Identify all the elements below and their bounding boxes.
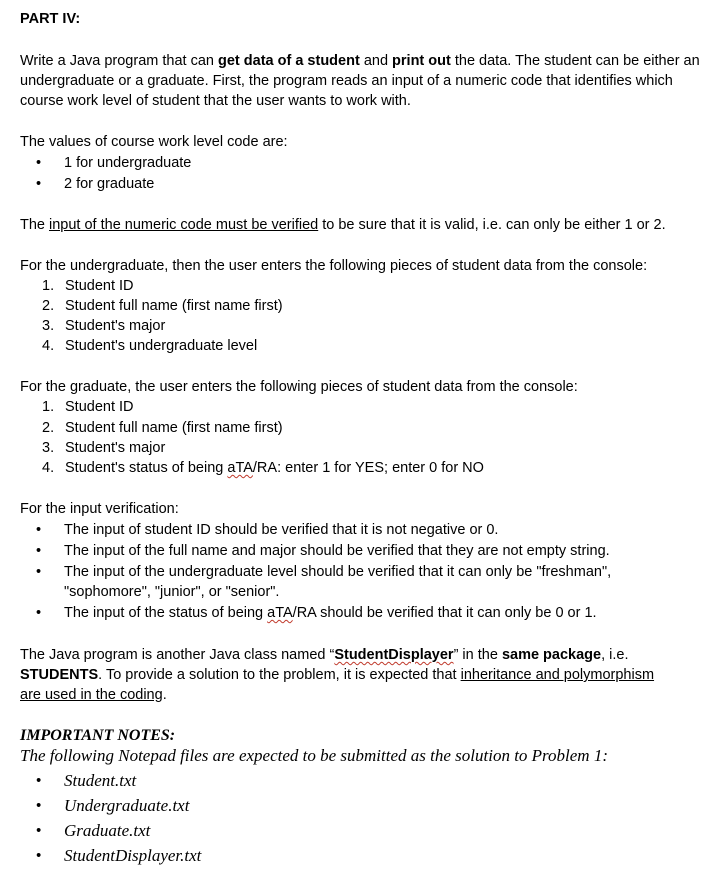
codes-heading: The values of course work level code are: — [20, 134, 288, 150]
bullet-icon: • — [36, 773, 42, 789]
notes-heading: IMPORTANT NOTES: — [20, 727, 176, 744]
bullet-icon: • — [36, 798, 42, 814]
intro-bold-get-data: get data of a student — [218, 53, 360, 69]
undergrad-heading: For the undergraduate, then the user enters the following pieces of student data from the console: — [20, 258, 648, 274]
package-name: STUDENTS — [20, 667, 99, 683]
bullet-icon: • — [36, 543, 42, 559]
bullet-icon: • — [36, 155, 42, 171]
intro-bold-print-out: print out — [392, 53, 451, 69]
bullet-icon: • — [36, 564, 42, 580]
class-name: StudentDisplayer — [334, 647, 454, 663]
notes-line: The following Notepad files are expected to be submitted as the solution to Problem 1: — [20, 746, 608, 765]
bullet-icon: • — [36, 605, 42, 621]
closing-paragraph: The Java program is another Java class named “StudentDisplayer” in the same package, i.e. STUDENTS. To provide a solution to the problem, it is expected that inheritance and polymorphism are used in the coding. — [20, 647, 655, 703]
part-title: PART IV: — [20, 11, 81, 27]
bullet-icon: • — [36, 176, 42, 192]
verify-paragraph: The input of the numeric code must be verified to be sure that it is valid, i.e. can only be either 1 or 2. — [20, 217, 666, 233]
verify-underlined: input of the numeric code must be verified — [49, 217, 319, 233]
bullet-icon: • — [36, 522, 42, 538]
intro-paragraph — [20, 51, 710, 111]
intro-text-3: the data. The student can be either an undergraduate or a graduate. First, the program reads an input of a numeric code that identifies which course work level of student that the user wants to work with. — [20, 53, 700, 109]
grad-heading: For the graduate, the user enters the following pieces of student data from the console: — [20, 379, 578, 395]
intro-text-1: Write a Java program that can — [20, 53, 218, 69]
intro-text-2: and — [359, 53, 393, 69]
bullet-icon: • — [36, 823, 42, 839]
bullet-icon: • — [36, 848, 42, 864]
verification-heading: For the input verification: — [20, 501, 179, 517]
